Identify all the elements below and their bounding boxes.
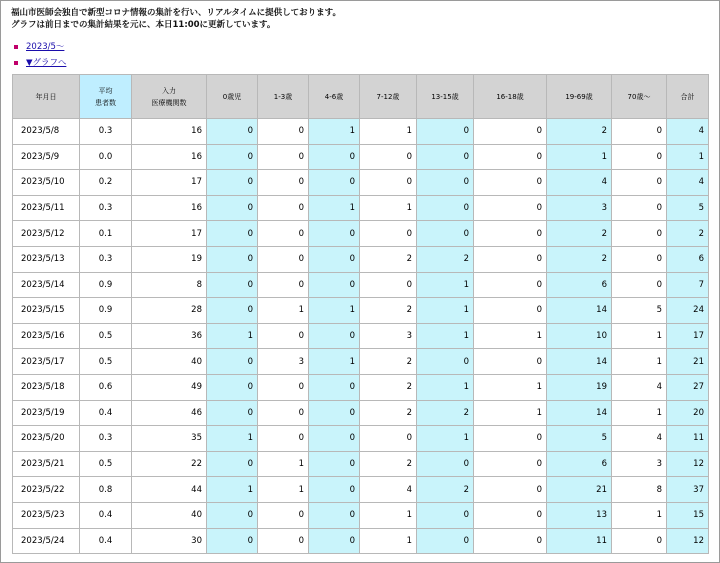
cell-age-1-3: 1 — [258, 298, 309, 324]
cell-total: 2 — [667, 221, 709, 247]
cell-age-70-plus: 5 — [612, 298, 667, 324]
cell-age-0: 0 — [207, 298, 258, 324]
cell-date: 2023/5/10 — [13, 170, 80, 196]
cell-date: 2023/5/17 — [13, 349, 80, 375]
cell-age-1-3: 0 — [258, 246, 309, 272]
cell-age-4-6: 1 — [309, 298, 360, 324]
cell-age-4-6: 0 — [309, 272, 360, 298]
cell-age-19-69: 1 — [547, 144, 612, 170]
cell-average-patients: 0.5 — [80, 323, 132, 349]
cell-reporting-clinics: 40 — [132, 349, 207, 375]
cell-age-7-12: 2 — [360, 374, 417, 400]
cell-age-16-18: 0 — [474, 170, 547, 196]
cell-age-0: 0 — [207, 119, 258, 145]
cell-age-70-plus: 0 — [612, 119, 667, 145]
cell-age-0: 1 — [207, 323, 258, 349]
cell-reporting-clinics: 28 — [132, 298, 207, 324]
cell-date: 2023/5/13 — [13, 246, 80, 272]
bullet-icon — [14, 61, 18, 65]
column-header-text: 19-69歳 — [565, 92, 593, 101]
cell-reporting-clinics: 30 — [132, 528, 207, 554]
cell-average-patients: 0.2 — [80, 170, 132, 196]
cell-total: 12 — [667, 451, 709, 477]
column-header-age-70-plus — [612, 75, 667, 119]
cell-total: 24 — [667, 298, 709, 324]
cell-average-patients: 0.1 — [80, 221, 132, 247]
cell-age-4-6: 0 — [309, 323, 360, 349]
cell-age-70-plus: 4 — [612, 426, 667, 452]
intro-text — [11, 7, 341, 31]
cell-total: 5 — [667, 195, 709, 221]
intro-line-1: 福山市医師会独自で新型コロナ情報の集計を行い、リアルタイムに提供しております。 — [11, 8, 341, 18]
column-header-reporting-clinics — [132, 75, 207, 119]
cell-age-16-18: 0 — [474, 195, 547, 221]
cell-age-70-plus: 0 — [612, 170, 667, 196]
cell-age-7-12: 3 — [360, 323, 417, 349]
table-row — [13, 528, 709, 554]
cell-age-7-12: 2 — [360, 246, 417, 272]
cell-age-16-18: 0 — [474, 426, 547, 452]
column-header-age-0 — [207, 75, 258, 119]
cell-total: 11 — [667, 426, 709, 452]
cell-average-patients: 0.5 — [80, 349, 132, 375]
table-row — [13, 451, 709, 477]
cell-date: 2023/5/18 — [13, 374, 80, 400]
cell-age-70-plus: 8 — [612, 477, 667, 503]
cell-age-1-3: 0 — [258, 221, 309, 247]
cell-age-70-plus: 1 — [612, 502, 667, 528]
cell-age-70-plus: 0 — [612, 221, 667, 247]
cell-age-19-69: 3 — [547, 195, 612, 221]
cell-age-13-15: 1 — [417, 426, 474, 452]
cell-average-patients: 0.4 — [80, 502, 132, 528]
table-row — [13, 400, 709, 426]
cell-age-1-3: 0 — [258, 426, 309, 452]
column-header-age-7-12 — [360, 75, 417, 119]
cell-age-19-69: 10 — [547, 323, 612, 349]
cell-age-13-15: 0 — [417, 528, 474, 554]
cell-age-70-plus: 0 — [612, 528, 667, 554]
table-row — [13, 502, 709, 528]
cell-reporting-clinics: 22 — [132, 451, 207, 477]
cell-age-7-12: 0 — [360, 426, 417, 452]
column-header-text: 患者数 — [95, 98, 116, 107]
cell-date: 2023/5/9 — [13, 144, 80, 170]
cell-reporting-clinics: 8 — [132, 272, 207, 298]
cell-average-patients: 0.3 — [80, 246, 132, 272]
cell-age-0: 0 — [207, 502, 258, 528]
cell-date: 2023/5/12 — [13, 221, 80, 247]
cell-total: 4 — [667, 119, 709, 145]
table-row — [13, 195, 709, 221]
cell-age-13-15: 2 — [417, 400, 474, 426]
column-header-text: 16-18歳 — [496, 92, 524, 101]
cell-reporting-clinics: 16 — [132, 119, 207, 145]
cell-age-0: 0 — [207, 400, 258, 426]
cell-age-7-12: 0 — [360, 144, 417, 170]
table-row — [13, 170, 709, 196]
cell-age-70-plus: 1 — [612, 323, 667, 349]
cell-average-patients: 0.4 — [80, 400, 132, 426]
cell-age-4-6: 1 — [309, 349, 360, 375]
cell-average-patients: 0.3 — [80, 195, 132, 221]
cell-age-0: 0 — [207, 374, 258, 400]
column-header-age-16-18 — [474, 75, 547, 119]
cell-date: 2023/5/11 — [13, 195, 80, 221]
column-header-text: 4-6歳 — [324, 92, 344, 101]
cell-age-0: 0 — [207, 195, 258, 221]
cell-age-4-6: 0 — [309, 451, 360, 477]
cell-reporting-clinics: 17 — [132, 221, 207, 247]
cell-date: 2023/5/23 — [13, 502, 80, 528]
column-header-age-13-15 — [417, 75, 474, 119]
cell-age-1-3: 0 — [258, 195, 309, 221]
cell-age-16-18: 0 — [474, 246, 547, 272]
cell-age-13-15: 1 — [417, 272, 474, 298]
cell-age-19-69: 5 — [547, 426, 612, 452]
cell-age-16-18: 0 — [474, 349, 547, 375]
cell-age-0: 0 — [207, 451, 258, 477]
cell-date: 2023/5/19 — [13, 400, 80, 426]
cell-total: 15 — [667, 502, 709, 528]
column-header-age-1-3 — [258, 75, 309, 119]
cell-total: 12 — [667, 528, 709, 554]
cell-age-19-69: 11 — [547, 528, 612, 554]
cell-age-1-3: 0 — [258, 119, 309, 145]
cell-total: 1 — [667, 144, 709, 170]
table-header-row — [13, 75, 709, 119]
cell-age-4-6: 0 — [309, 477, 360, 503]
cell-age-1-3: 3 — [258, 349, 309, 375]
cell-age-0: 0 — [207, 246, 258, 272]
cell-age-19-69: 13 — [547, 502, 612, 528]
table-row — [13, 144, 709, 170]
table-row — [13, 374, 709, 400]
table-row — [13, 477, 709, 503]
cell-age-7-12: 0 — [360, 170, 417, 196]
cell-age-1-3: 1 — [258, 451, 309, 477]
cell-average-patients: 0.9 — [80, 298, 132, 324]
cell-reporting-clinics: 16 — [132, 195, 207, 221]
link-item-graph[interactable] — [14, 55, 66, 71]
table-row — [13, 426, 709, 452]
cell-date: 2023/5/21 — [13, 451, 80, 477]
cell-age-19-69: 2 — [547, 221, 612, 247]
cell-age-16-18: 1 — [474, 323, 547, 349]
cell-total: 17 — [667, 323, 709, 349]
table-row — [13, 246, 709, 272]
cell-reporting-clinics: 44 — [132, 477, 207, 503]
table-row — [13, 119, 709, 145]
cell-age-7-12: 2 — [360, 451, 417, 477]
column-header-text: 0歳児 — [222, 92, 242, 101]
cell-age-16-18: 1 — [474, 374, 547, 400]
cell-age-13-15: 0 — [417, 349, 474, 375]
cell-age-16-18: 0 — [474, 144, 547, 170]
cell-age-4-6: 0 — [309, 170, 360, 196]
cell-age-13-15: 2 — [417, 477, 474, 503]
cell-age-16-18: 0 — [474, 221, 547, 247]
cell-age-16-18: 0 — [474, 451, 547, 477]
cell-age-0: 0 — [207, 272, 258, 298]
cell-total: 20 — [667, 400, 709, 426]
cell-age-0: 0 — [207, 349, 258, 375]
cell-age-16-18: 0 — [474, 528, 547, 554]
cell-average-patients: 0.4 — [80, 528, 132, 554]
cell-reporting-clinics: 46 — [132, 400, 207, 426]
cell-age-1-3: 0 — [258, 528, 309, 554]
cell-total: 7 — [667, 272, 709, 298]
cell-age-4-6: 0 — [309, 144, 360, 170]
bullet-icon — [14, 45, 18, 49]
cell-age-7-12: 2 — [360, 298, 417, 324]
cell-age-0: 0 — [207, 221, 258, 247]
cell-age-7-12: 2 — [360, 349, 417, 375]
cell-age-1-3: 0 — [258, 400, 309, 426]
cell-age-0: 1 — [207, 426, 258, 452]
cell-age-7-12: 4 — [360, 477, 417, 503]
cell-age-16-18: 0 — [474, 119, 547, 145]
cell-age-4-6: 0 — [309, 426, 360, 452]
covid-stats-table — [12, 74, 709, 554]
cell-reporting-clinics: 16 — [132, 144, 207, 170]
cell-age-16-18: 0 — [474, 477, 547, 503]
cell-age-7-12: 1 — [360, 119, 417, 145]
link-list — [14, 39, 66, 71]
column-header-text: 1-3歳 — [273, 92, 293, 101]
table-row — [13, 349, 709, 375]
column-header-text: 平均 — [98, 86, 113, 95]
column-header-text: 年月日 — [35, 92, 57, 101]
cell-age-0: 1 — [207, 477, 258, 503]
cell-age-4-6: 0 — [309, 528, 360, 554]
cell-total: 27 — [667, 374, 709, 400]
cell-age-16-18: 0 — [474, 272, 547, 298]
column-header-text: 70歳～ — [627, 92, 651, 101]
cell-age-13-15: 0 — [417, 502, 474, 528]
table-row — [13, 221, 709, 247]
cell-age-19-69: 14 — [547, 400, 612, 426]
cell-age-70-plus: 4 — [612, 374, 667, 400]
cell-age-4-6: 0 — [309, 502, 360, 528]
cell-average-patients: 0.3 — [80, 119, 132, 145]
cell-date: 2023/5/20 — [13, 426, 80, 452]
cell-average-patients: 0.5 — [80, 451, 132, 477]
cell-age-1-3: 0 — [258, 144, 309, 170]
cell-age-70-plus: 1 — [612, 349, 667, 375]
cell-age-7-12: 0 — [360, 272, 417, 298]
cell-age-70-plus: 3 — [612, 451, 667, 477]
column-header-age-19-69 — [547, 75, 612, 119]
cell-age-13-15: 0 — [417, 170, 474, 196]
cell-age-7-12: 1 — [360, 195, 417, 221]
cell-age-7-12: 0 — [360, 221, 417, 247]
table-row — [13, 272, 709, 298]
cell-age-19-69: 19 — [547, 374, 612, 400]
cell-reporting-clinics: 19 — [132, 246, 207, 272]
cell-average-patients: 0.0 — [80, 144, 132, 170]
cell-age-4-6: 1 — [309, 119, 360, 145]
cell-age-70-plus: 0 — [612, 195, 667, 221]
cell-age-19-69: 2 — [547, 119, 612, 145]
link-item-month[interactable] — [14, 39, 66, 55]
column-header-text: 入力 — [162, 86, 176, 95]
cell-age-19-69: 6 — [547, 451, 612, 477]
cell-average-patients: 0.3 — [80, 426, 132, 452]
cell-reporting-clinics: 35 — [132, 426, 207, 452]
cell-age-4-6: 0 — [309, 246, 360, 272]
cell-date: 2023/5/14 — [13, 272, 80, 298]
cell-date: 2023/5/24 — [13, 528, 80, 554]
cell-average-patients: 0.6 — [80, 374, 132, 400]
table-row — [13, 323, 709, 349]
cell-age-13-15: 2 — [417, 246, 474, 272]
column-header-text: 13-15歳 — [431, 92, 459, 101]
cell-age-1-3: 0 — [258, 170, 309, 196]
cell-total: 6 — [667, 246, 709, 272]
cell-age-19-69: 21 — [547, 477, 612, 503]
cell-total: 4 — [667, 170, 709, 196]
column-header-date — [13, 75, 80, 119]
cell-age-1-3: 0 — [258, 272, 309, 298]
column-header-text: 合計 — [680, 92, 695, 101]
cell-age-19-69: 6 — [547, 272, 612, 298]
cell-total: 21 — [667, 349, 709, 375]
cell-age-16-18: 0 — [474, 502, 547, 528]
cell-average-patients: 0.9 — [80, 272, 132, 298]
cell-age-7-12: 1 — [360, 528, 417, 554]
graph-link[interactable]: ▼グラフへ — [26, 58, 67, 68]
cell-total: 37 — [667, 477, 709, 503]
month-link[interactable]: 2023/5～ — [26, 42, 65, 52]
cell-age-16-18: 1 — [474, 400, 547, 426]
cell-age-19-69: 2 — [547, 246, 612, 272]
cell-age-13-15: 1 — [417, 323, 474, 349]
cell-age-7-12: 1 — [360, 502, 417, 528]
cell-reporting-clinics: 49 — [132, 374, 207, 400]
column-header-text: 7-12歳 — [376, 92, 400, 101]
cell-age-70-plus: 0 — [612, 272, 667, 298]
cell-date: 2023/5/16 — [13, 323, 80, 349]
column-header-total — [667, 75, 709, 119]
cell-age-70-plus: 0 — [612, 144, 667, 170]
cell-age-4-6: 0 — [309, 374, 360, 400]
cell-age-70-plus: 0 — [612, 246, 667, 272]
cell-age-4-6: 1 — [309, 195, 360, 221]
cell-age-19-69: 14 — [547, 298, 612, 324]
cell-age-13-15: 0 — [417, 451, 474, 477]
cell-age-19-69: 14 — [547, 349, 612, 375]
cell-date: 2023/5/8 — [13, 119, 80, 145]
cell-age-13-15: 0 — [417, 221, 474, 247]
cell-age-0: 0 — [207, 170, 258, 196]
column-header-text: 医療機関数 — [151, 98, 187, 107]
cell-age-0: 0 — [207, 528, 258, 554]
cell-age-19-69: 4 — [547, 170, 612, 196]
column-header-age-4-6 — [309, 75, 360, 119]
cell-reporting-clinics: 36 — [132, 323, 207, 349]
cell-age-13-15: 1 — [417, 298, 474, 324]
cell-date: 2023/5/15 — [13, 298, 80, 324]
cell-reporting-clinics: 40 — [132, 502, 207, 528]
cell-age-1-3: 0 — [258, 502, 309, 528]
cell-age-13-15: 0 — [417, 144, 474, 170]
cell-age-1-3: 0 — [258, 374, 309, 400]
column-header-average-patients — [80, 75, 132, 119]
cell-age-13-15: 0 — [417, 119, 474, 145]
cell-reporting-clinics: 17 — [132, 170, 207, 196]
cell-age-70-plus: 1 — [612, 400, 667, 426]
cell-age-0: 0 — [207, 144, 258, 170]
cell-age-16-18: 0 — [474, 298, 547, 324]
cell-age-4-6: 0 — [309, 400, 360, 426]
cell-date: 2023/5/22 — [13, 477, 80, 503]
table-row — [13, 298, 709, 324]
intro-line-2: グラフは前日までの集計結果を元に、本日11:00に更新しています。 — [11, 20, 276, 30]
cell-age-7-12: 2 — [360, 400, 417, 426]
cell-age-13-15: 0 — [417, 195, 474, 221]
cell-age-4-6: 0 — [309, 221, 360, 247]
cell-age-13-15: 1 — [417, 374, 474, 400]
cell-average-patients: 0.8 — [80, 477, 132, 503]
cell-age-1-3: 0 — [258, 323, 309, 349]
cell-age-1-3: 1 — [258, 477, 309, 503]
table-body — [13, 119, 709, 554]
